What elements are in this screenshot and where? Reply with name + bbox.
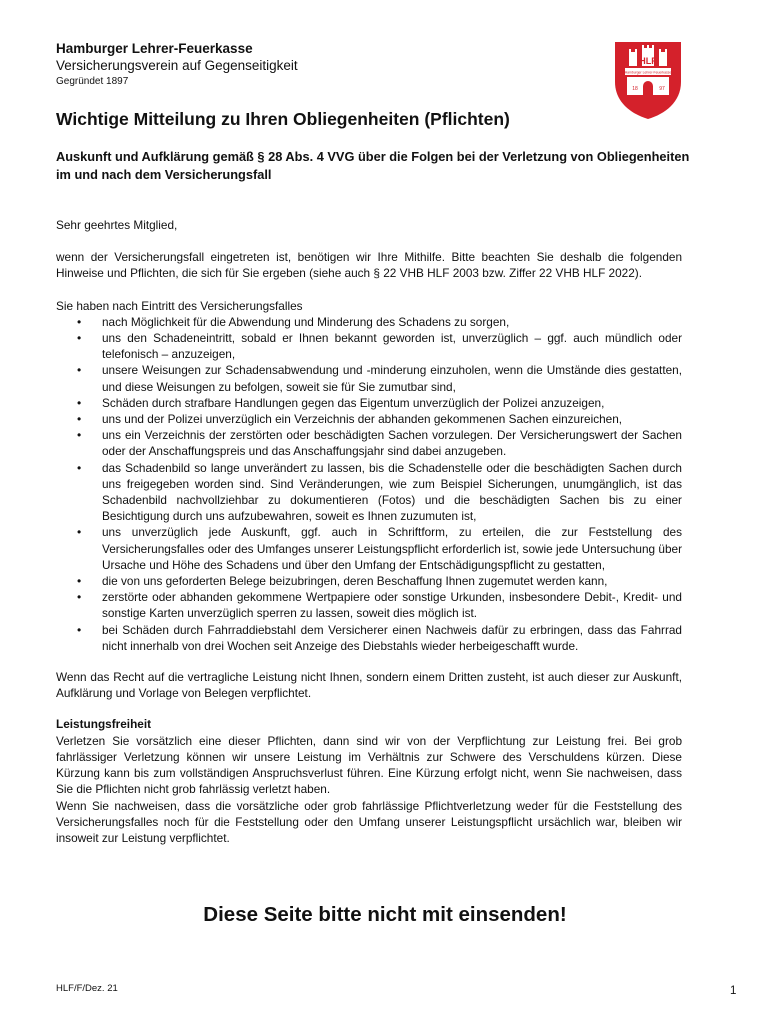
logo-band-text: Hamburger Lehrer-Feuerkasse bbox=[624, 70, 672, 75]
list-item: • bei Schäden durch Fahrraddiebstahl dem Versicherer einen Nachweis dafür zu erbringen, dass das Fahrrad nicht innerhalb von drei Wochen seit Anzeige des Diebstahls wieder herbeigeschafft wurde. bbox=[56, 622, 682, 654]
list-item: • uns den Schadeneintritt, sobald er Ihnen bekannt geworden ist, unverzüglich – ggf. auch mündlich oder telefonisch – anzuzeigen, bbox=[56, 330, 682, 362]
list-item: • das Schadenbild so lange unverändert zu lassen, bis die Schadenstelle oder die beschädigten Sachen durch uns freigegeben worden sind. Sind Veränderungen, wie zum Beispiel Sicherungen, unumgänglich, ist das Schadenbild nachvollziehbar zu dokumentieren (Fotos) und die beschädigten Sachen bis zu einer Besichtigung durch uns aufzubewahren, soweit es Ihnen zuzumuten ist, bbox=[56, 460, 682, 525]
intro-paragraph: wenn der Versicherungsfall eingetreten ist, benötigen wir Ihre Mithilfe. Bitte beachten Sie deshalb die folgenden Hinweise und Pflichten, die sich für Sie ergeben (siehe auch § 22 VHB HLF 2003 bzw. Ziffer 22 VHB HLF 2022). bbox=[56, 250, 682, 281]
letter-body bbox=[56, 217, 682, 846]
third-party-paragraph: Wenn das Recht auf die vertragliche Leistung nicht Ihnen, sondern einem Dritten zusteht, ist auch dieser zur Auskunft, Aufklärung und Vorlage von Belegen verpflichtet. bbox=[56, 670, 682, 701]
logo-text-hlf: HLF bbox=[639, 56, 657, 66]
page-subtitle: Auskunft und Aufklärung gemäß § 28 Abs. 4 VVG über die Folgen bei der Verletzung von Obliegenheiten im und nach dem Versicherungsfall bbox=[56, 149, 690, 182]
logo-text-left: 18 bbox=[632, 86, 638, 92]
section-paragraph-1: Verletzen Sie vorsätzlich eine dieser Pflichten, dann sind wir von der Verpflichtung zur Leistung frei. Bei grob fahrlässiger Verletzung können wir unsere Leistung im Verhältnis zur Schwere des Verschuldens kürzen. Diese Kürzung kann bis zum vollständigen Anspruchsverlust führen. Eine Kürzung erfolgt nicht, wenn Sie nachweisen, dass Sie die Pflichten nicht grob fahrlässig verletzt haben. bbox=[56, 733, 682, 797]
org-subtitle: Versicherungsverein auf Gegenseitigkeit bbox=[56, 58, 298, 73]
list-item: • nach Möglichkeit für die Abwendung und Minderung des Schadens zu sorgen, bbox=[56, 314, 682, 330]
org-name: Hamburger Lehrer-Feuerkasse bbox=[56, 41, 253, 56]
list-item: • die von uns geforderten Belege beizubringen, deren Beschaffung Ihnen zugemutet werden kann, bbox=[56, 573, 682, 589]
list-item: • uns ein Verzeichnis der zerstörten oder beschädigten Sachen vorzulegen. Der Versicherungswert der Sachen oder der Anschaffungspreis und das Anschaffungsjahr sind dabei anzugeben. bbox=[56, 427, 682, 459]
letterhead bbox=[56, 40, 298, 89]
form-code: HLF/F/Dez. 21 bbox=[56, 983, 118, 994]
section-heading: Leistungsfreiheit bbox=[56, 717, 152, 732]
list-item: • uns unverzüglich jede Auskunft, ggf. auch in Schriftform, zu erteilen, die zur Feststellung des Versicherungsfalles oder des Umfanges unserer Leistungspflicht erforderlich ist, sowie jede Untersuchung über Ursache und Höhe des Schadens und über den Umfang der Entschädigungspflicht zu gestatten, bbox=[56, 524, 682, 573]
salutation: Sehr geehrtes Mitglied, bbox=[56, 218, 178, 232]
list-item: • unsere Weisungen zur Schadensabwendung und -minderung einzuholen, wenn die Umstände dies gestatten, und diese Weisungen zu befolgen, soweit sie für Sie zumutbar sind, bbox=[56, 362, 682, 394]
section-paragraph-2: Wenn Sie nachweisen, dass die vorsätzliche oder grob fahrlässige Pflichtverletzung weder für die Feststellung des Versicherungsfalles noch für die Feststellung oder den Umfang unserer Leistungspflicht ursächlich war, bleiben wir insoweit zur Leistung verpflichtet. bbox=[56, 798, 682, 845]
hlf-shield-logo-icon bbox=[613, 40, 683, 120]
org-founded: Gegründet 1897 bbox=[56, 76, 129, 87]
list-item: • uns und der Polizei unverzüglich ein Verzeichnis der abhanden gekommenen Sachen einzureichen, bbox=[56, 411, 682, 427]
logo-text-right: 97 bbox=[659, 86, 665, 92]
page-title: Wichtige Mitteilung zu Ihren Obliegenheiten (Pflichten) bbox=[56, 109, 510, 129]
list-item: • zerstörte oder abhanden gekommene Wertpapiere oder sonstige Urkunden, insbesondere Debit-, Kredit- und sonstige Karten unverzüglich sperren zu lassen, soweit dies möglich ist. bbox=[56, 589, 682, 621]
list-item: • Schäden durch strafbare Handlungen gegen das Eigentum unverzüglich der Polizei anzuzeigen, bbox=[56, 395, 682, 411]
do-not-send-notice: Diese Seite bitte nicht mit einsenden! bbox=[203, 903, 567, 926]
duties-lead: Sie haben nach Eintritt des Versicherungsfalles bbox=[56, 298, 303, 313]
page-number: 1 bbox=[730, 985, 737, 997]
duties-list bbox=[56, 314, 682, 654]
